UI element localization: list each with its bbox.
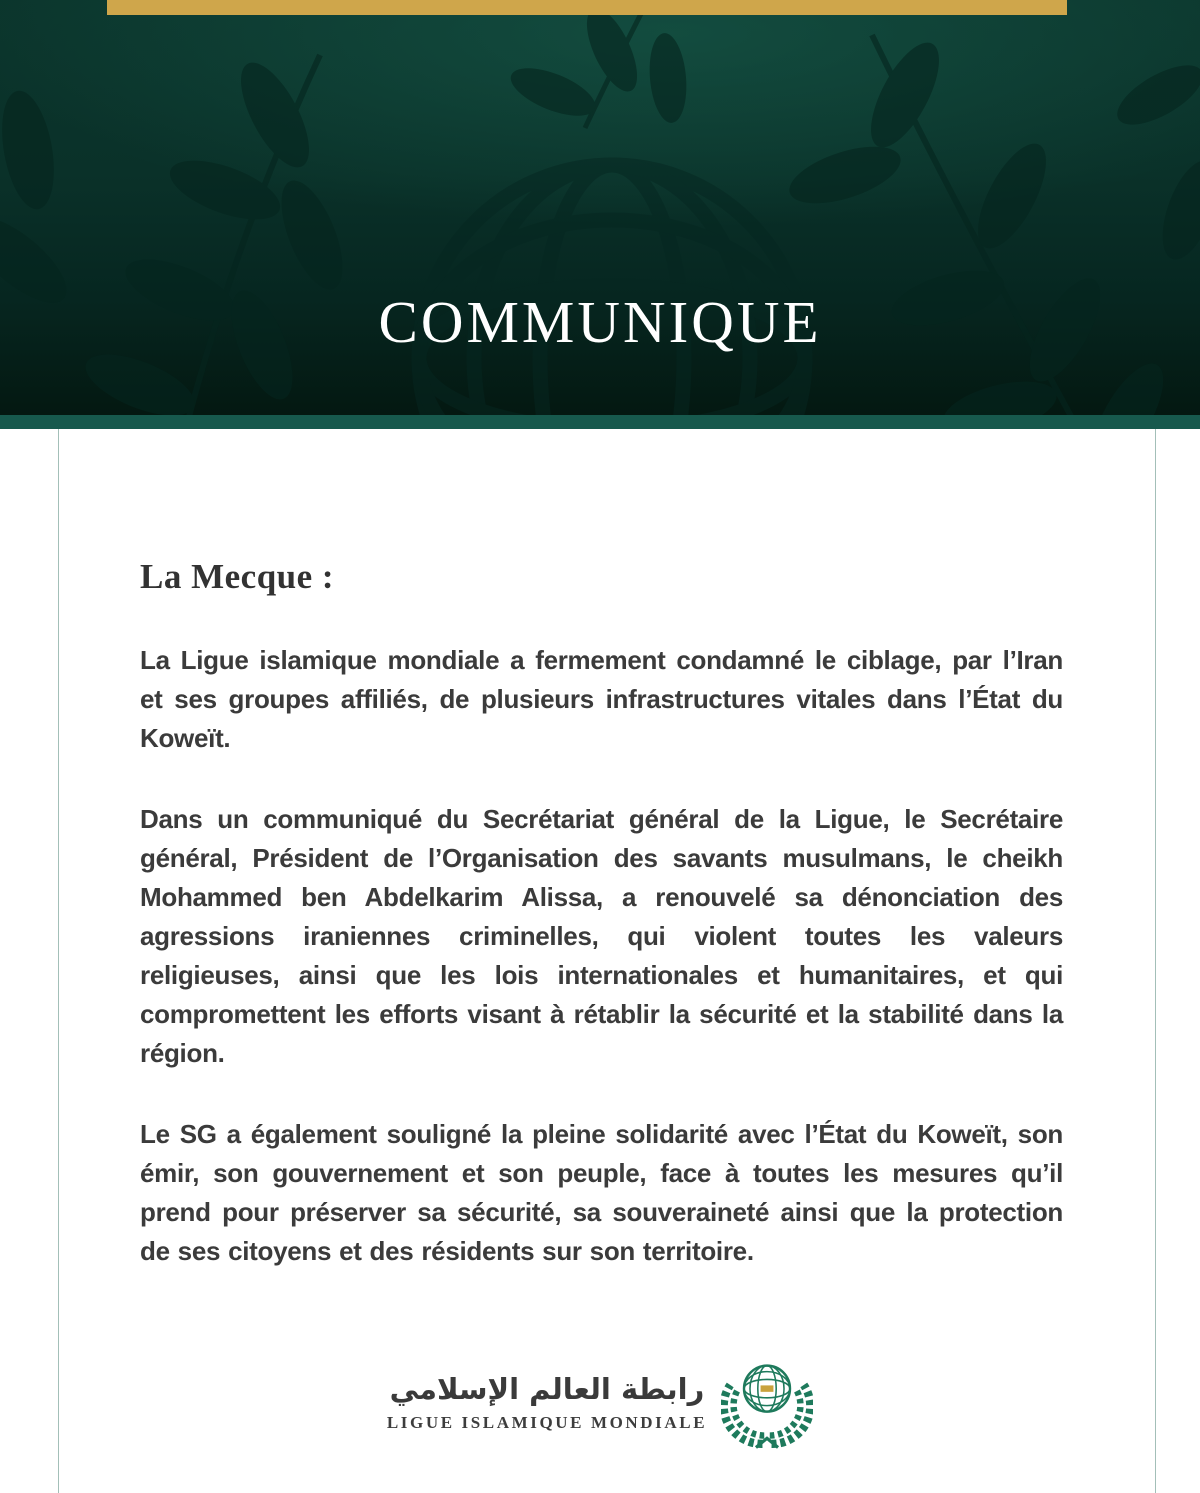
mwl-org-name: LIGUE ISLAMIQUE MONDIALE (386, 1413, 708, 1433)
frame-line-left (58, 429, 59, 1493)
communique-header (0, 0, 1200, 415)
laurel-wreath (724, 1385, 811, 1448)
location-heading: La Mecque : (140, 557, 335, 596)
kaaba-gold-band (761, 1385, 774, 1391)
teal-divider-bar (0, 415, 1200, 429)
mwl-arabic-calligraphy: رابطة العالم الإسلامي (389, 1371, 705, 1406)
paragraph-1: La Ligue islamique mondiale a fermement condamné le ciblage, par l’Iran et ses groupes affiliés, de plusieurs infrastructures vitales dans l’État du Koweït. (140, 645, 1063, 753)
gold-accent-bar (107, 0, 1067, 15)
frame-line-right (1155, 429, 1156, 1493)
laurel-wreath-globe-icon (721, 1353, 813, 1450)
paragraph-2: Dans un communiqué du Secrétariat général de la Ligue, le Secrétaire général, Président de l’Organisation des savants musulmans, le cheikh Mohammed ben Abdelkarim Alissa, a renouvelé sa dénonciation des agressions iraniennes criminelles, qui violent toutes les valeurs religieuses, ainsi que les lois internationales et humanitaires, et qui compromettent les efforts visant à rétablir la sécurité et la stabilité dans la région. (140, 804, 1063, 1068)
mwl-logo (0, 1353, 1200, 1450)
paragraph-3: Le SG a également souligné la pleine solidarité avec l’État du Koweït, son émir, son gouvernement et son peuple, face à toutes les mesures qu’il prend pour préserver sa sécurité, sa souveraineté ainsi que la protection de ses citoyens et des résidents sur son territoire. (140, 1119, 1063, 1266)
page-title: COMMUNIQUE (378, 289, 822, 355)
mwl-logo-text (387, 1370, 707, 1433)
communique-body (0, 429, 1200, 1493)
